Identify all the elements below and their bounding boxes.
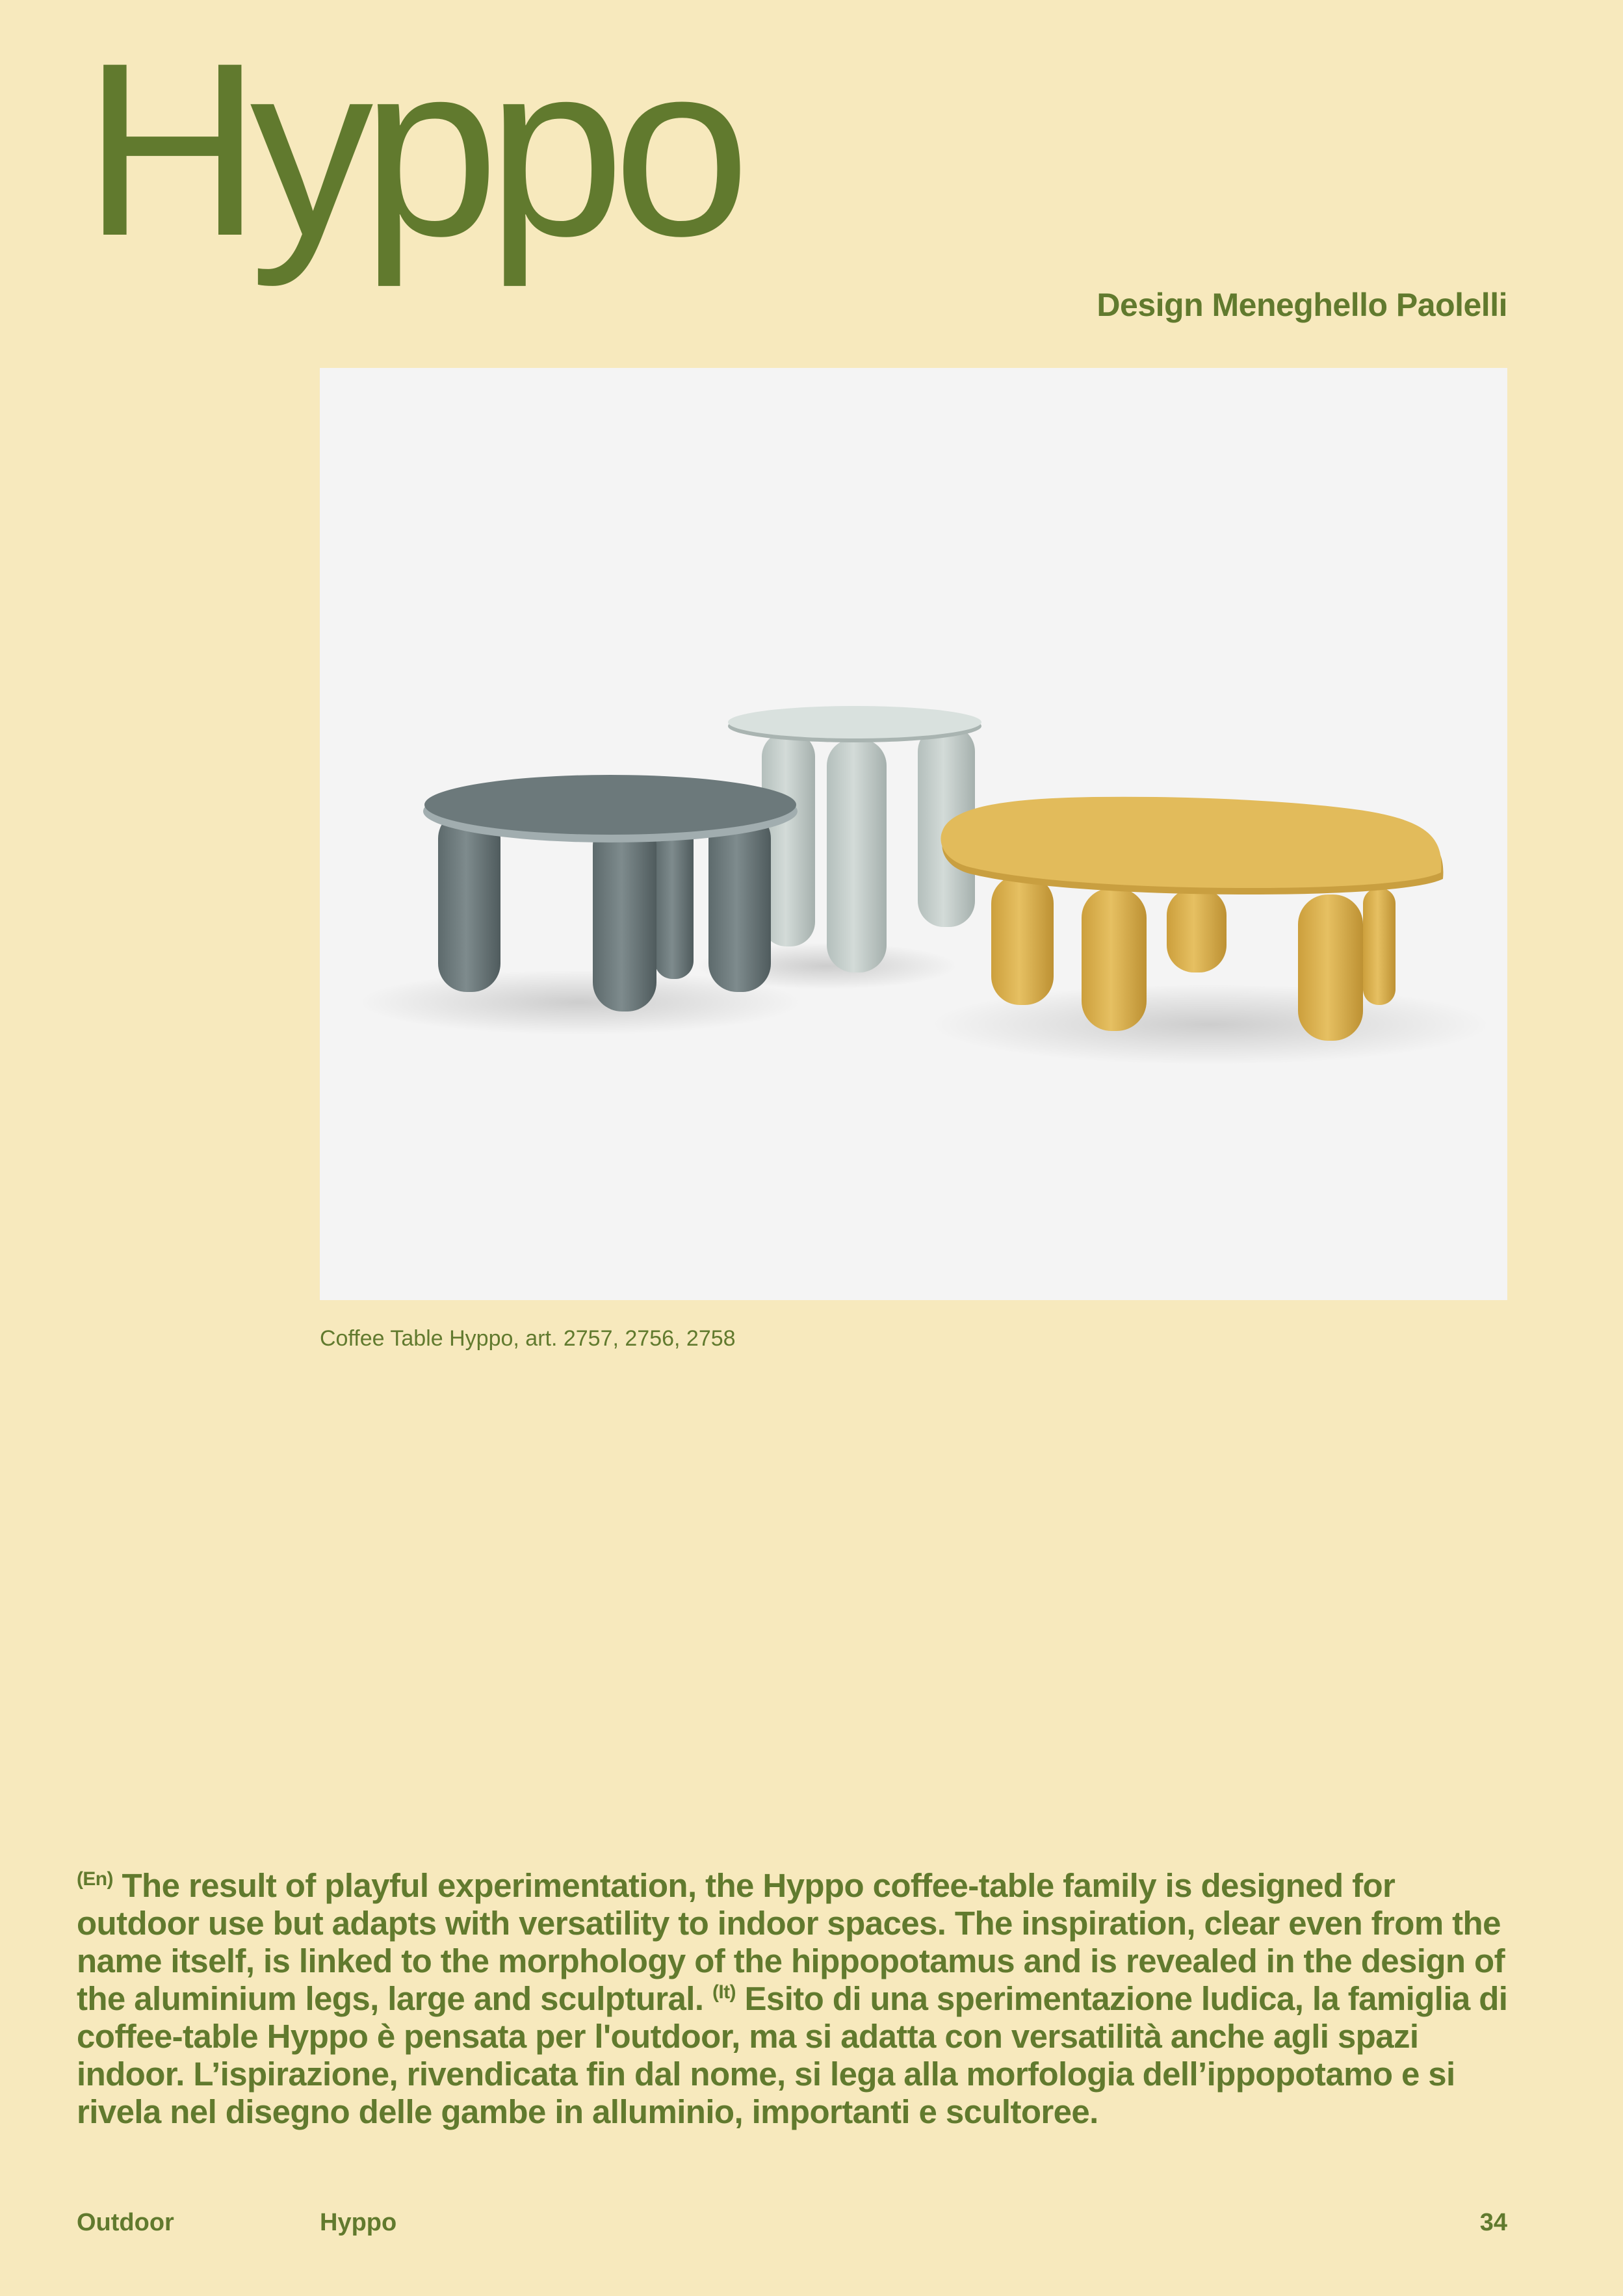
photo-caption: Coffee Table Hyppo, art. 2757, 2756, 2758 [320,1326,736,1351]
dark-table [423,775,798,1011]
page-number: 34 [1479,2209,1507,2236]
footer-section: Outdoor [77,2209,174,2236]
designer-credit: Design Meneghello Paolelli [1097,287,1507,323]
coffee-tables-illustration [320,368,1507,1300]
language-marker-en: (En) [77,1868,113,1890]
language-marker-it: (It) [712,1981,736,2003]
footer-product: Hyppo [320,2209,397,2236]
page-title: Hyppo [83,11,739,287]
product-photo [320,368,1507,1300]
description-it: Esito di una sperimentazione ludica, la famiglia di coffee-table Hyppo è pensata per l'outdoor, ma si adatta con versatilità anche agli spazi indoor. L’ispirazione, rivendicata fin dal nome, si lega alla morfologia dell’ippopotamo e si rivela nel disegno delle gambe in alluminio, importanti e scultoree. [77,1980,1508,2130]
description-en: The result of playful experimentation, the Hyppo coffee-table family is designed for outdoor use but adapts with versatility to indoor spaces. The inspiration, clear even from the name itself, is linked to the morphology of the hippopotamus and is revealed in the design of the aluminium legs, large and sculptural. [77,1867,1505,2017]
product-description [77,1867,1526,2131]
